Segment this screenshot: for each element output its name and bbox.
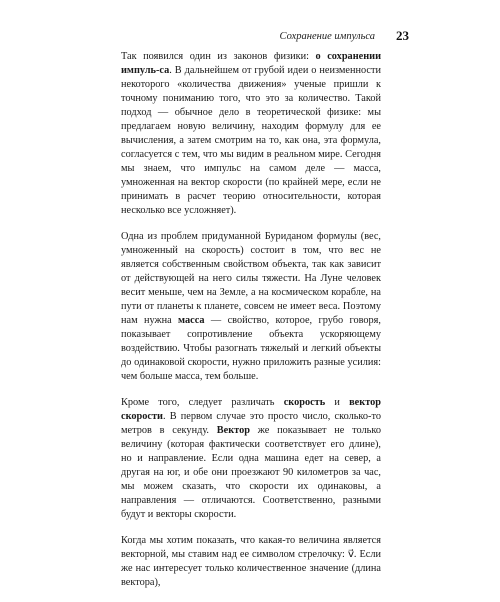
text-run: — свойство, которое, грубо говоря, показывает сопротивление объекта ускоряющему воздействию. Чтобы разогнать тяжелый и легкий объекты до одинаковой скорости, нужно приложить разные усилия: чем больше масса, тем больше. [121,315,381,382]
text-run: же показывает не только величину (которая фактически соответствует его длине), но и направление. Если одна машина едет на север, а другая на юг, и обе они проезжают 90 километров за час, мы можем сказать, что скорости их одинаковы, а направления — отличаются. Соответственно, разными будут и векторы скорости. [121,425,381,520]
text-run: и [325,397,350,408]
bold-term: о сохранении импуль-са [121,51,381,76]
body-text [121,50,381,602]
text-run: Так появился один из законов физики: [121,51,316,62]
bold-term: вектор скорости [121,397,381,422]
running-head-title: Сохранение импульса [279,31,375,42]
bold-term: Вектор [216,425,250,436]
bold-term: скорость [283,397,326,408]
paragraph-2 [121,230,381,384]
text-run: . В дальнейшем от грубой идеи о неизменности некоторого «количества движения» ученые пришли к точному пониманию того, что это за количество. Такой подход — обычное дело в теоретической физике: мы предлагаем новую величину, находим формулу для ее вычисления, а затем смотрим на то, как она, эта формула, согласуется с тем, что мы видим в реальном мире. Сегодня мы знаем, что импульс на самом деле — масса, умноженная на вектор скорости (по крайней мере, если не принимать в расчет теорию относительности, которая несколько все усложняет). [121,65,381,216]
paragraph-3 [121,396,381,522]
text-run: . В первом случае это просто число, сколько-то метров в секунду. [121,411,381,436]
text-run: Одна из проблем придуманной Буриданом формулы (вес, умноженный на скорость) состоит в том, что вес не является собственным свойством объекта, так как зависит от действующей на него силы тяжести. На Луне человек весит меньше, чем на Земле, а на космическом корабле, на пути от планеты к планете, совсем не имеет веса. Поэтому нам нужна [121,231,381,326]
text-run: Когда мы хотим показать, что какая-то величина является векторной, мы ставим над ее символом стрелочку: v⃗. Если же нас интересует только количественное значение (длина вектора), [121,535,381,588]
text-run: Кроме того, следует различать [121,397,284,408]
paragraph-4 [121,534,381,590]
bold-term: масса [178,315,205,326]
paragraph-1 [121,50,381,218]
page-number: 23 [396,28,409,43]
